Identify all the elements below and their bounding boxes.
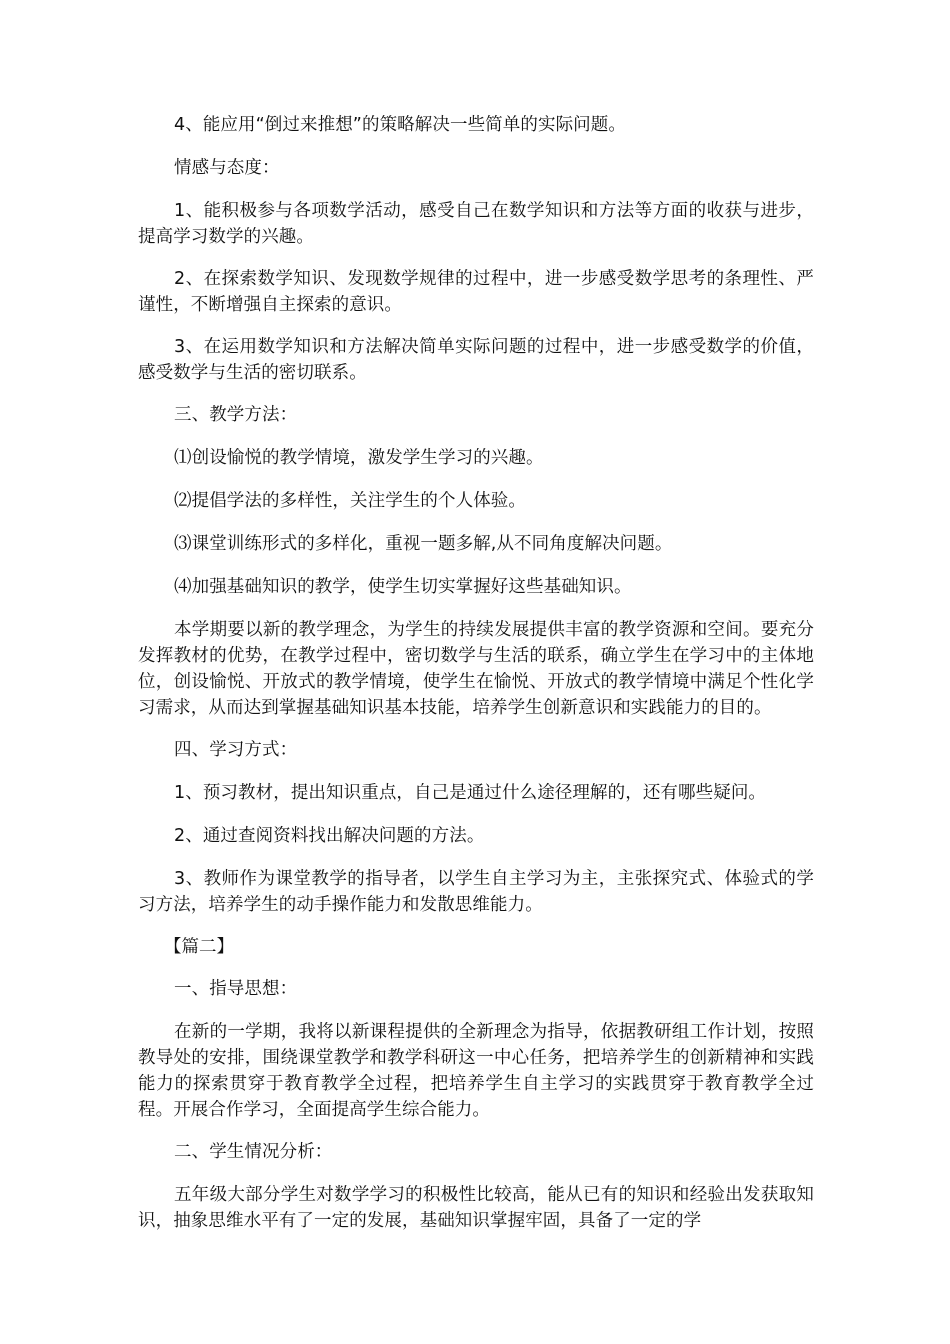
heading-guiding-thought: 一、指导思想： (174, 979, 298, 999)
heading-teaching-methods: 三、教学方法： (174, 405, 298, 425)
emotion-item-1: 1、能积极参与各项数学活动，感受自己在数学知识和方法等方面的收获与进步，提高学习数学的兴趣。 (138, 201, 814, 247)
student-analysis-body: 五年级大部分学生对数学学习的积极性比较高，能从已有的知识和经验出发获取知识，抽象思维水平有了一定的发展，基础知识掌握牢固，具备了一定的学 (138, 1185, 814, 1231)
learning-item-1: 1、预习教材，提出知识重点，自己是通过什么途径理解的，还有哪些疑问。 (174, 783, 767, 803)
method-item-1: ⑴创设愉悦的教学情境，激发学生学习的兴趣。 (174, 448, 544, 468)
heading-emotion-attitude: 情感与态度： (174, 158, 280, 178)
heading-learning-approach: 四、学习方式： (174, 740, 298, 760)
guiding-thought-body: 在新的一学期，我将以新课程提供的全新理念为指导，依据教研组工作计划，按照教导处的安排，围绕课堂教学和教学科研这一中心任务，把培养学生的创新精神和实践能力的探索贯穿于教育教学全过程，把培养学生自主学习的实践贯穿于教育教学全过程。开展合作学习，全面提高学生综合能力。 (138, 1022, 814, 1120)
objective-4: 4、能应用“倒过来推想”的策略解决一些简单的实际问题。 (174, 115, 626, 135)
heading-student-analysis: 二、学生情况分析： (174, 1142, 333, 1162)
method-item-3: ⑶课堂训练形式的多样化，重视一题多解,从不同角度解决问题。 (174, 534, 673, 554)
emotion-item-2: 2、在探索数学知识、发现数学规律的过程中，进一步感受数学思考的条理性、严谨性，不断增强自主探索的意识。 (138, 269, 814, 315)
learning-item-2: 2、通过查阅资料找出解决问题的方法。 (174, 826, 485, 846)
emotion-item-3: 3、在运用数学知识和方法解决简单实际问题的过程中，进一步感受数学的价值，感受数学与生活的密切联系。 (138, 337, 814, 383)
method-item-2: ⑵提倡学法的多样性，关注学生的个人体验。 (174, 491, 526, 511)
document-page (138, 112, 814, 1250)
method-item-4: ⑷加强基础知识的教学，使学生切实掌握好这些基础知识。 (174, 577, 632, 597)
section-part-two: 【篇二】 (164, 937, 234, 957)
semester-summary: 本学期要以新的教学理念，为学生的持续发展提供丰富的教学资源和空间。要充分发挥教材的优势，在教学过程中，密切数学与生活的联系，确立学生在学习中的主体地位，创设愉悦、开放式的教学情境，使学生在愉悦、开放式的教学情境中满足个性化学习需求，从而达到掌握基础知识基本技能，培养学生创新意识和实践能力的目的。 (138, 620, 814, 718)
learning-item-3: 3、教师作为课堂教学的指导者，以学生自主学习为主，主张探究式、体验式的学习方法，培养学生的动手操作能力和发散思维能力。 (138, 869, 814, 915)
